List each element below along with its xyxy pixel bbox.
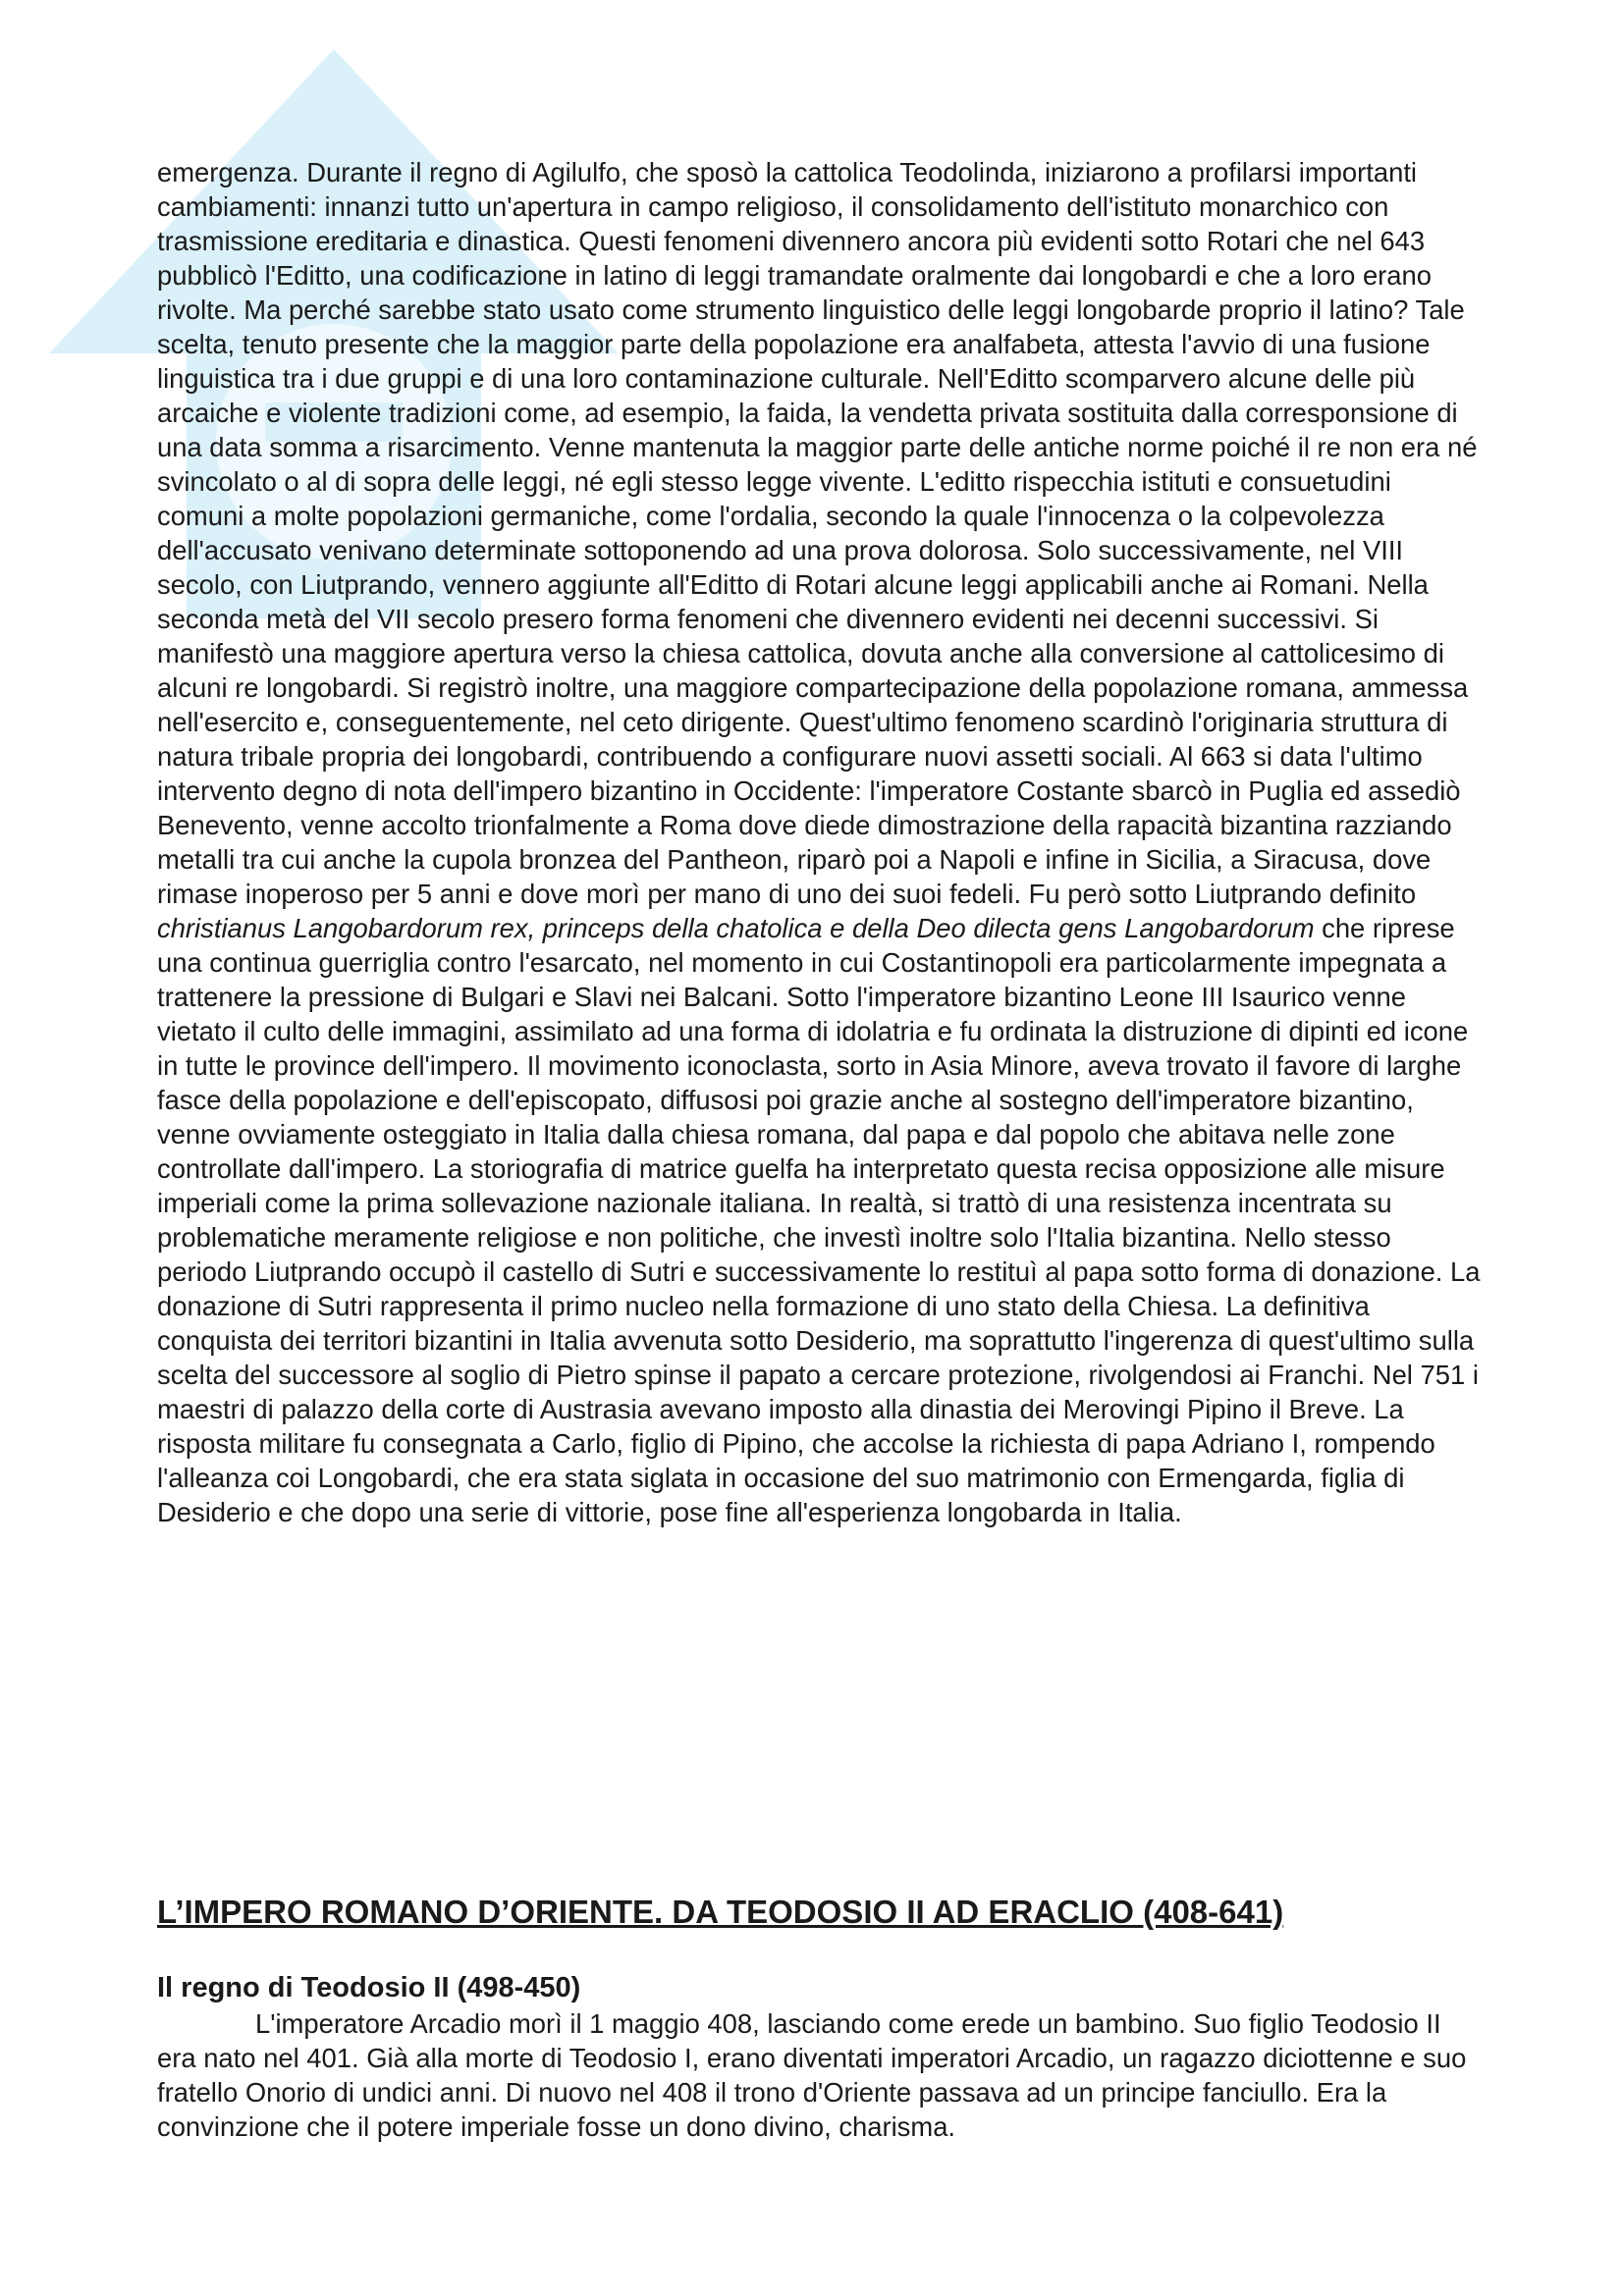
italic-title-quote: christianus Langobardorum rex, princeps della chatolica e della Deo dilecta gens Langobardorum: [157, 913, 1315, 943]
subsection-title: Il regno di Teodosio II (498-450): [157, 1972, 581, 2003]
paragraph-teodosio: L'imperatore Arcadio morì il 1 maggio 408, lasciando come erede un bambino. Suo figlio Teodosio II era nato nel 401. Già alla morte di Teodosio I, erano diventati imperatori Arcadio, un ragazzo diciottenne e suo fratello Onorio di undici anni. Di nuovo nel 408 il trono d'Oriente passava ad un principe fanciullo. Era la convinzione che il potere imperiale fosse un dono divino, charisma.: [157, 2008, 1467, 2142]
document-body: [157, 155, 1485, 1529]
paragraph-longobardi: [157, 155, 1485, 1529]
paragraph-text: emergenza. Durante il regno di Agilulfo, che sposò la cattolica Teodolinda, iniziarono a profilarsi importanti cambiamenti: innanzi tutto un'apertura in campo religioso, il consolidamento dell'istituto monarchico con trasmissione ereditaria e dinastica. Questi fenomeni divennero ancora più evidenti sotto Rotari che nel 643 pubblicò l'Editto, una codificazione in latino di leggi tramandate oralmente dai longobardi e che a loro erano rivolte. Ma perché sarebbe stato usato come strumento linguistico delle leggi longobarde proprio il latino? Tale scelta, tenuto presente che la maggior parte della popolazione era analfabeta, attesta l'avvio di una fusione linguistica tra i due gruppi e di una loro contaminazione culturale. Nell'Editto scomparvero alcune delle più arcaiche e violente tradizioni come, ad esempio, la faida, la vendetta privata sostituita dalla corresponsione di una data somma a risarcimento. Venne mantenuta la maggior parte delle antiche norme poiché il re non era né svincolato o al di sopra delle leggi, né egli stesso legge vivente. L'editto rispecchia istituti e consuetudini comuni a molte popolazioni germaniche, come l'ordalia, secondo la quale l'innocenza o la colpevolezza dell'accusato venivano determinate sottoponendo ad una prova dolorosa. Solo successivamente, nel VIII secolo, con Liutprando, vennero aggiunte all'Editto di Rotari alcune leggi applicabili anche ai Romani. Nella seconda metà del VII secolo presero forma fenomeni che divennero evidenti nei decenni successivi. Si manifestò una maggiore apertura verso la chiesa cattolica, dovuta anche alla conversione al cattolicesimo di alcuni re longobardi. Si registrò inoltre, una maggiore compartecipazione della popolazione romana, ammessa nell'esercito e, conseguentemente, nel ceto dirigente. Quest'ultimo fenomeno scardinò l'originaria struttura di natura tribale propria dei longobardi, contribuendo a configurare nuovi assetti sociali. Al 663 si data l'ultimo intervento degno di nota dell'impero bizantino in Occidente: l'imperatore Costante sbarcò in Puglia ed assediò Benevento, venne accolto trionfalmente a Roma dove diede dimostrazione della rapacità bizantina razziando metalli tra cui anche la cupola bronzea del Pantheon, riparò poi a Napoli e infine in Sicilia, a Siracusa, dove rimase inoperoso per 5 anni e dove morì per mano di uno dei suoi fedeli. Fu però sotto Liutprando definito: [157, 157, 1478, 909]
section-title: L’IMPERO ROMANO D’ORIENTE. DA TEODOSIO II AD ERACLIO (408-641): [157, 1894, 1284, 1930]
paragraph-text: che riprese una continua guerriglia contro l'esarcato, nel momento in cui Costantinopoli era particolarmente impegnata a trattenere la pressione di Bulgari e Slavi nei Balcani. Sotto l'imperatore bizantino Leone III Isaurico venne vietato il culto delle immagini, assimilato ad una forma di idolatria e fu ordinata la distruzione di dipinti ed icone in tutte le province dell'impero. Il movimento iconoclasta, sorto in Asia Minore, aveva trovato il favore di larghe fasce della popolazione e dell'episcopato, diffusosi poi grazie anche al sostegno dell'imperatore bizantino, venne ovviamente osteggiato in Italia dalla chiesa romana, dal papa e dal popolo che abitava nelle zone controllate dall'impero. La storiografia di matrice guelfa ha interpretato questa recisa opposizione alle misure imperiali come la prima sollevazione nazionale italiana. In realtà, si trattò di una resistenza incentrata su problematiche meramente religiose e non politiche, che investì inoltre solo l'Italia bizantina. Nello stesso periodo Liutprando occupò il castello di Sutri e successivamente lo restituì al papa sotto forma di donazione. La donazione di Sutri rappresenta il primo nucleo nella formazione di uno stato della Chiesa. La definitiva conquista dei territori bizantini in Italia avvenuta sotto Desiderio, ma soprattutto l'ingerenza di quest'ultimo sulla scelta del successore al soglio di Pietro spinse il papato a cercare protezione, rivolgendosi ai Franchi. Nel 751 i maestri di palazzo della corte di Austrasia avevano imposto alla dinastia dei Merovingi Pipino il Breve. La risposta militare fu consegnata a Carlo, figlio di Pipino, che accolse la richiesta di papa Adriano I, rompendo l'alleanza coi Longobardi, che era stata siglata in occasione del suo matrimonio con Ermengarda, figlia di Desiderio e che dopo una serie di vittorie, pose fine all'esperienza longobarda in Italia.: [157, 913, 1481, 1527]
